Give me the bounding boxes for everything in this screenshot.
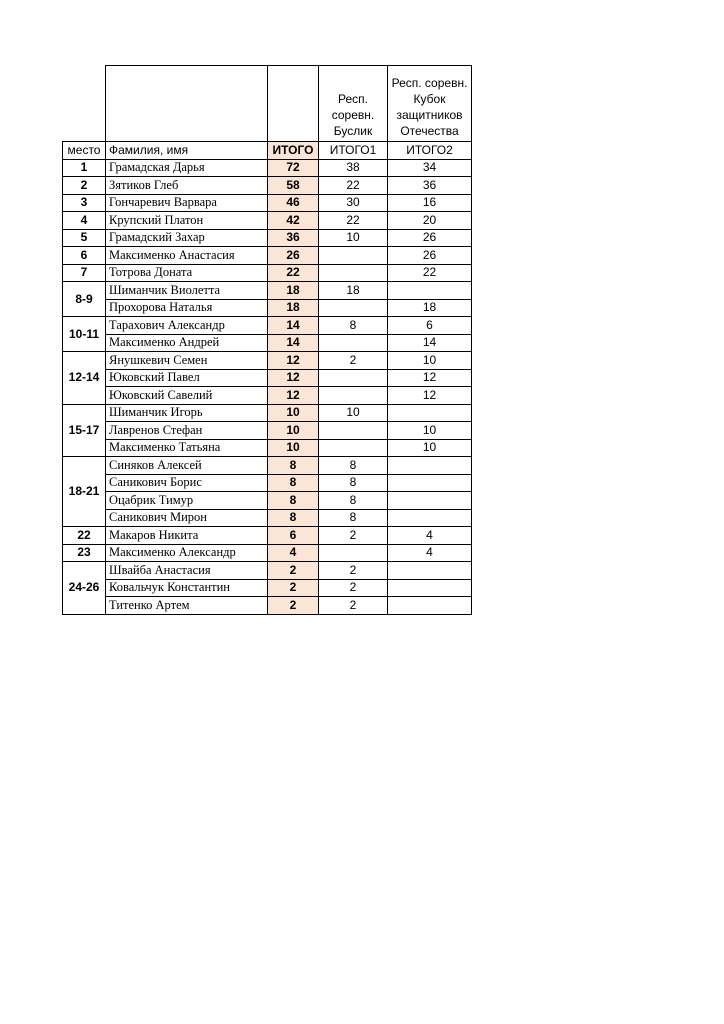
table-row [63,264,472,282]
place-cell: 24-26 [63,562,106,615]
table-row [63,194,472,212]
table-row [63,597,472,615]
place-cell: 23 [63,544,106,562]
table-row [63,369,472,387]
competition-2-header: Респ. соревн. Кубок защитников Отечества [388,66,472,142]
table-row [63,562,472,580]
place-cell: 6 [63,247,106,265]
total2-cell: 10 [388,352,472,370]
total-cell: 12 [268,369,319,387]
total2-cell [388,579,472,597]
total1-cell: 30 [319,194,388,212]
total-cell: 14 [268,334,319,352]
name-cell: Юковский Савелий [106,387,268,405]
total1-cell: 8 [319,457,388,475]
table-row [63,404,472,422]
competition-1-header: Респ. соревн. Буслик [319,66,388,142]
total2-header: ИТОГО2 [388,142,472,160]
total-cell: 46 [268,194,319,212]
blank-cell [106,66,268,142]
total2-cell [388,474,472,492]
total1-cell: 2 [319,579,388,597]
total-cell: 2 [268,562,319,580]
name-cell: Гончаревич Варвара [106,194,268,212]
total2-cell: 26 [388,247,472,265]
name-cell: Юковский Павел [106,369,268,387]
total-cell: 72 [268,159,319,177]
total1-cell [319,247,388,265]
header-row-top [63,66,472,142]
total-cell: 8 [268,492,319,510]
table-row [63,544,472,562]
total-cell: 42 [268,212,319,230]
total-cell: 10 [268,404,319,422]
total-cell: 8 [268,474,319,492]
total-header: ИТОГО [268,142,319,160]
name-cell: Крупский Платон [106,212,268,230]
table-row [63,509,472,527]
total1-cell: 10 [319,229,388,247]
table-row [63,212,472,230]
total2-cell [388,282,472,300]
total1-cell: 8 [319,474,388,492]
place-cell: 5 [63,229,106,247]
total1-cell [319,439,388,457]
name-cell: Саникович Мирон [106,509,268,527]
total-cell: 22 [268,264,319,282]
total1-cell: 8 [319,317,388,335]
name-cell: Зятиков Глеб [106,177,268,195]
name-header: Фамилия, имя [106,142,268,160]
total-cell: 58 [268,177,319,195]
total-cell: 4 [268,544,319,562]
total1-cell [319,369,388,387]
total2-cell: 36 [388,177,472,195]
total2-cell [388,404,472,422]
total-cell: 18 [268,282,319,300]
table-row [63,159,472,177]
name-cell: Максименко Андрей [106,334,268,352]
total2-cell: 22 [388,264,472,282]
total2-cell [388,562,472,580]
table-row [63,352,472,370]
total-cell: 12 [268,387,319,405]
header-row [63,142,472,160]
name-cell: Шиманчик Виолетта [106,282,268,300]
place-cell: 15-17 [63,404,106,457]
table-row [63,492,472,510]
place-cell: 10-11 [63,317,106,352]
total-cell: 10 [268,439,319,457]
total2-cell: 4 [388,544,472,562]
place-header: место [63,142,106,160]
table-row [63,422,472,440]
total2-cell: 12 [388,387,472,405]
total-cell: 2 [268,579,319,597]
place-cell: 12-14 [63,352,106,405]
total2-cell [388,597,472,615]
total1-cell: 2 [319,352,388,370]
total2-cell: 14 [388,334,472,352]
place-cell: 1 [63,159,106,177]
place-cell: 22 [63,527,106,545]
name-cell: Титенко Артем [106,597,268,615]
name-cell: Тарахович Александр [106,317,268,335]
total2-cell: 20 [388,212,472,230]
table-row [63,177,472,195]
total1-cell: 18 [319,282,388,300]
blank-cell [63,66,106,142]
name-cell: Максименко Татьяна [106,439,268,457]
name-cell: Тотрова Доната [106,264,268,282]
blank-cell [268,66,319,142]
name-cell: Прохорова Наталья [106,299,268,317]
total2-cell: 16 [388,194,472,212]
table-row [63,299,472,317]
place-cell: 7 [63,264,106,282]
total1-cell: 2 [319,527,388,545]
table-row [63,527,472,545]
name-cell: Саникович Борис [106,474,268,492]
total1-cell: 22 [319,177,388,195]
total1-cell: 8 [319,509,388,527]
name-cell: Янушкевич Семен [106,352,268,370]
total2-cell: 12 [388,369,472,387]
total1-cell: 10 [319,404,388,422]
table-row [63,457,472,475]
place-cell: 18-21 [63,457,106,527]
name-cell: Максименко Александр [106,544,268,562]
name-cell: Оцабрик Тимур [106,492,268,510]
name-cell: Грамадская Дарья [106,159,268,177]
total2-cell: 18 [388,299,472,317]
total-cell: 2 [268,597,319,615]
total2-cell: 34 [388,159,472,177]
table-row [63,387,472,405]
total-cell: 18 [268,299,319,317]
total1-cell [319,387,388,405]
total1-header: ИТОГО1 [319,142,388,160]
total1-cell: 38 [319,159,388,177]
name-cell: Шиманчик Игорь [106,404,268,422]
total1-cell: 22 [319,212,388,230]
table-row [63,317,472,335]
table-row [63,334,472,352]
total1-cell [319,334,388,352]
place-cell: 8-9 [63,282,106,317]
total-cell: 8 [268,457,319,475]
name-cell: Ковальчук Константин [106,579,268,597]
results-table [62,65,472,615]
name-cell: Максименко Анастасия [106,247,268,265]
total2-cell: 10 [388,439,472,457]
total-cell: 36 [268,229,319,247]
total-cell: 6 [268,527,319,545]
total2-cell [388,509,472,527]
total1-cell: 2 [319,562,388,580]
place-cell: 4 [63,212,106,230]
total1-cell [319,544,388,562]
total2-cell: 4 [388,527,472,545]
total2-cell [388,492,472,510]
total2-cell: 10 [388,422,472,440]
table-row [63,229,472,247]
total1-cell [319,264,388,282]
total1-cell [319,299,388,317]
place-cell: 3 [63,194,106,212]
total2-cell: 26 [388,229,472,247]
table-row [63,579,472,597]
total2-cell: 6 [388,317,472,335]
total2-cell [388,457,472,475]
table-row [63,439,472,457]
name-cell: Синяков Алексей [106,457,268,475]
total-cell: 8 [268,509,319,527]
total-cell: 14 [268,317,319,335]
total-cell: 10 [268,422,319,440]
total1-cell: 2 [319,597,388,615]
name-cell: Грамадский Захар [106,229,268,247]
total-cell: 26 [268,247,319,265]
table-row [63,282,472,300]
table-row [63,247,472,265]
place-cell: 2 [63,177,106,195]
total-cell: 12 [268,352,319,370]
name-cell: Макаров Никита [106,527,268,545]
name-cell: Швайба Анастасия [106,562,268,580]
table-row [63,474,472,492]
total1-cell: 8 [319,492,388,510]
name-cell: Лавренов Стефан [106,422,268,440]
total1-cell [319,422,388,440]
